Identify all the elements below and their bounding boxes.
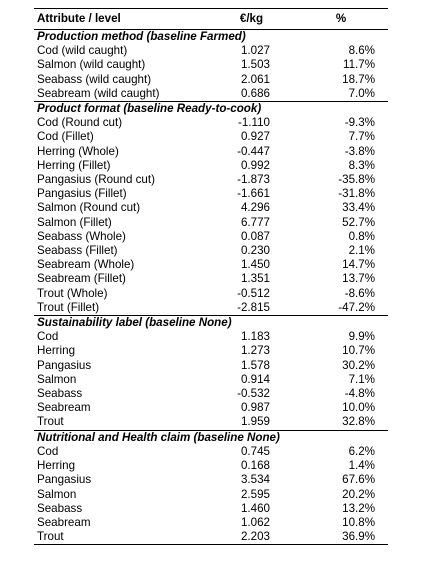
table-row (34, 173, 388, 187)
table-row (34, 145, 388, 159)
header-attribute-level: Attribute / level (34, 9, 209, 30)
row-euro-per-kg: -1.110 (237, 116, 270, 130)
row-percent: -3.8% (344, 144, 375, 158)
row-attribute-level: Trout (Whole) (37, 286, 108, 300)
row-percent: 0.8% (348, 229, 375, 243)
row-attribute-level: Trout (34, 415, 209, 430)
row-percent: 10.8% (342, 515, 375, 529)
row-euro-per-kg: 1.183 (240, 330, 270, 344)
row-attribute-level: Pangasius (37, 358, 92, 372)
table-row (34, 272, 388, 286)
table-row (34, 445, 388, 459)
row-euro-per-kg: 1.503 (240, 58, 270, 72)
row-percent: 8.3% (348, 158, 375, 172)
row-euro-per-kg: 1.460 (240, 501, 270, 515)
row-percent: 14.7% (342, 258, 375, 272)
section-header-row (34, 430, 388, 445)
section-group (34, 316, 388, 431)
row-percent: 10.0% (342, 401, 375, 415)
row-euro-per-kg: -1.661 (237, 187, 270, 201)
row-percent: 7.7% (348, 130, 375, 144)
row-euro-per-kg: 2.061 (240, 72, 270, 86)
row-attribute-level: Pangasius (Fillet) (37, 187, 127, 201)
row-euro-per-kg: 1.959 (209, 415, 294, 430)
row-euro-per-kg: 2.203 (209, 530, 294, 545)
section-header-row (34, 102, 388, 117)
row-percent: 1.4% (348, 459, 375, 473)
header-euro-per-kg: €/kg (209, 9, 294, 30)
row-percent: 52.7% (342, 215, 375, 229)
row-percent: 6.2% (348, 444, 375, 458)
row-euro-per-kg: 4.296 (240, 201, 270, 215)
row-attribute-level: Herring (37, 344, 76, 358)
row-percent: -9.3% (344, 116, 375, 130)
row-attribute-level: Seabream (Fillet) (37, 272, 126, 286)
row-euro-per-kg: 1.027 (240, 44, 270, 58)
row-percent: 7.0% (294, 87, 388, 102)
table-row (34, 344, 388, 358)
row-attribute-level: Salmon (wild caught) (37, 58, 146, 72)
row-attribute-level: Seabream (37, 401, 91, 415)
table-row (34, 387, 388, 401)
results-table (34, 8, 388, 545)
row-percent: 10.7% (342, 344, 375, 358)
row-percent: -47.2% (294, 301, 388, 316)
section-title: Nutritional and Health claim (baseline None) (37, 430, 280, 444)
row-percent: 2.1% (348, 244, 375, 258)
table-row (34, 159, 388, 173)
row-euro-per-kg: 0.914 (240, 372, 270, 386)
table-row (34, 516, 388, 530)
row-euro-per-kg: 0.686 (209, 87, 294, 102)
row-percent: 11.7% (342, 58, 375, 72)
table-row (34, 488, 388, 502)
row-attribute-level: Seabream (37, 515, 91, 529)
table-row (34, 301, 388, 316)
row-attribute-level: Cod (37, 330, 59, 344)
row-attribute-level: Seabass (Fillet) (37, 244, 118, 258)
table-row (34, 130, 388, 144)
table-row (34, 73, 388, 87)
row-percent: 36.9% (294, 530, 388, 545)
table-row (34, 230, 388, 244)
table-row (34, 201, 388, 215)
row-percent: -35.8% (338, 173, 375, 187)
section-header-row (34, 316, 388, 331)
row-percent: 13.2% (342, 501, 375, 515)
row-euro-per-kg: 0.168 (240, 459, 270, 473)
section-header-row (34, 30, 388, 45)
row-attribute-level: Seabass (Whole) (37, 229, 126, 243)
results-table-container (34, 8, 388, 545)
row-euro-per-kg: -0.512 (237, 286, 270, 300)
row-attribute-level: Cod (wild caught) (37, 44, 128, 58)
table-row (34, 216, 388, 230)
row-euro-per-kg: -2.815 (209, 301, 294, 316)
row-percent: 8.6% (348, 44, 375, 58)
row-percent: -8.6% (344, 286, 375, 300)
header-percent: % (294, 9, 388, 30)
row-euro-per-kg: 0.230 (240, 244, 270, 258)
row-attribute-level: Trout (34, 530, 209, 545)
row-euro-per-kg: 0.987 (240, 401, 270, 415)
section-group (34, 430, 388, 545)
table-row (34, 187, 388, 201)
table-row (34, 359, 388, 373)
row-attribute-level: Salmon (37, 372, 77, 386)
row-attribute-level: Seabass (wild caught) (37, 72, 152, 86)
row-euro-per-kg: -1.873 (237, 173, 270, 187)
row-attribute-level: Cod (37, 444, 59, 458)
section-group (34, 102, 388, 316)
row-attribute-level: Pangasius (Round cut) (37, 173, 155, 187)
table-row (34, 530, 388, 545)
row-euro-per-kg: 0.087 (240, 229, 270, 243)
row-euro-per-kg: 0.927 (240, 130, 270, 144)
row-percent: -31.8% (338, 187, 375, 201)
row-euro-per-kg: 1.062 (240, 515, 270, 529)
row-percent: 30.2% (342, 358, 375, 372)
row-euro-per-kg: -0.532 (237, 387, 270, 401)
table-row (34, 473, 388, 487)
row-euro-per-kg: 1.450 (240, 258, 270, 272)
table-row (34, 58, 388, 72)
row-attribute-level: Herring (Whole) (37, 144, 119, 158)
section-title: Production method (baseline Farmed) (37, 30, 246, 43)
row-attribute-level: Salmon (37, 487, 77, 501)
table-row (34, 502, 388, 516)
row-euro-per-kg: 2.595 (240, 487, 270, 501)
row-percent: 20.2% (342, 487, 375, 501)
row-attribute-level: Herring (Fillet) (37, 158, 111, 172)
row-attribute-level: Cod (Round cut) (37, 116, 123, 130)
row-euro-per-kg: 0.745 (240, 444, 270, 458)
row-euro-per-kg: 1.351 (240, 272, 270, 286)
row-percent: 32.8% (294, 415, 388, 430)
row-percent: 13.7% (342, 272, 375, 286)
row-euro-per-kg: -0.447 (237, 144, 270, 158)
row-attribute-level: Seabream (Whole) (37, 258, 135, 272)
row-euro-per-kg: 6.777 (240, 215, 270, 229)
table-row (34, 258, 388, 272)
table-row (34, 87, 388, 102)
table-row (34, 401, 388, 415)
row-percent: 18.7% (342, 72, 375, 86)
section-title: Product format (baseline Ready-to-cook) (37, 102, 262, 116)
row-attribute-level: Pangasius (37, 473, 92, 487)
row-attribute-level: Seabream (wild caught) (34, 87, 209, 102)
table-row (34, 116, 388, 130)
table-row (34, 244, 388, 258)
row-attribute-level: Cod (Fillet) (37, 130, 94, 144)
row-euro-per-kg: 3.534 (240, 473, 270, 487)
row-attribute-level: Seabass (37, 501, 83, 515)
table-row (34, 459, 388, 473)
row-euro-per-kg: 0.992 (240, 158, 270, 172)
row-percent: 9.9% (348, 330, 375, 344)
row-euro-per-kg: 1.273 (240, 344, 270, 358)
row-percent: 33.4% (342, 201, 375, 215)
table-row (34, 287, 388, 301)
row-euro-per-kg: 1.578 (240, 358, 270, 372)
row-percent: -4.8% (344, 387, 375, 401)
row-percent: 7.1% (348, 372, 375, 386)
row-attribute-level: Trout (Fillet) (34, 301, 209, 316)
row-attribute-level: Herring (37, 459, 76, 473)
table-row (34, 415, 388, 430)
row-attribute-level: Salmon (Fillet) (37, 215, 112, 229)
section-group (34, 30, 388, 102)
section-title: Sustainability label (baseline None) (37, 316, 232, 330)
table-header (34, 9, 388, 30)
header-row (34, 9, 388, 30)
table-row (34, 373, 388, 387)
row-attribute-level: Seabass (37, 387, 83, 401)
row-percent: 67.6% (342, 473, 375, 487)
row-attribute-level: Salmon (Round cut) (37, 201, 141, 215)
table-row (34, 44, 388, 58)
table-row (34, 330, 388, 344)
